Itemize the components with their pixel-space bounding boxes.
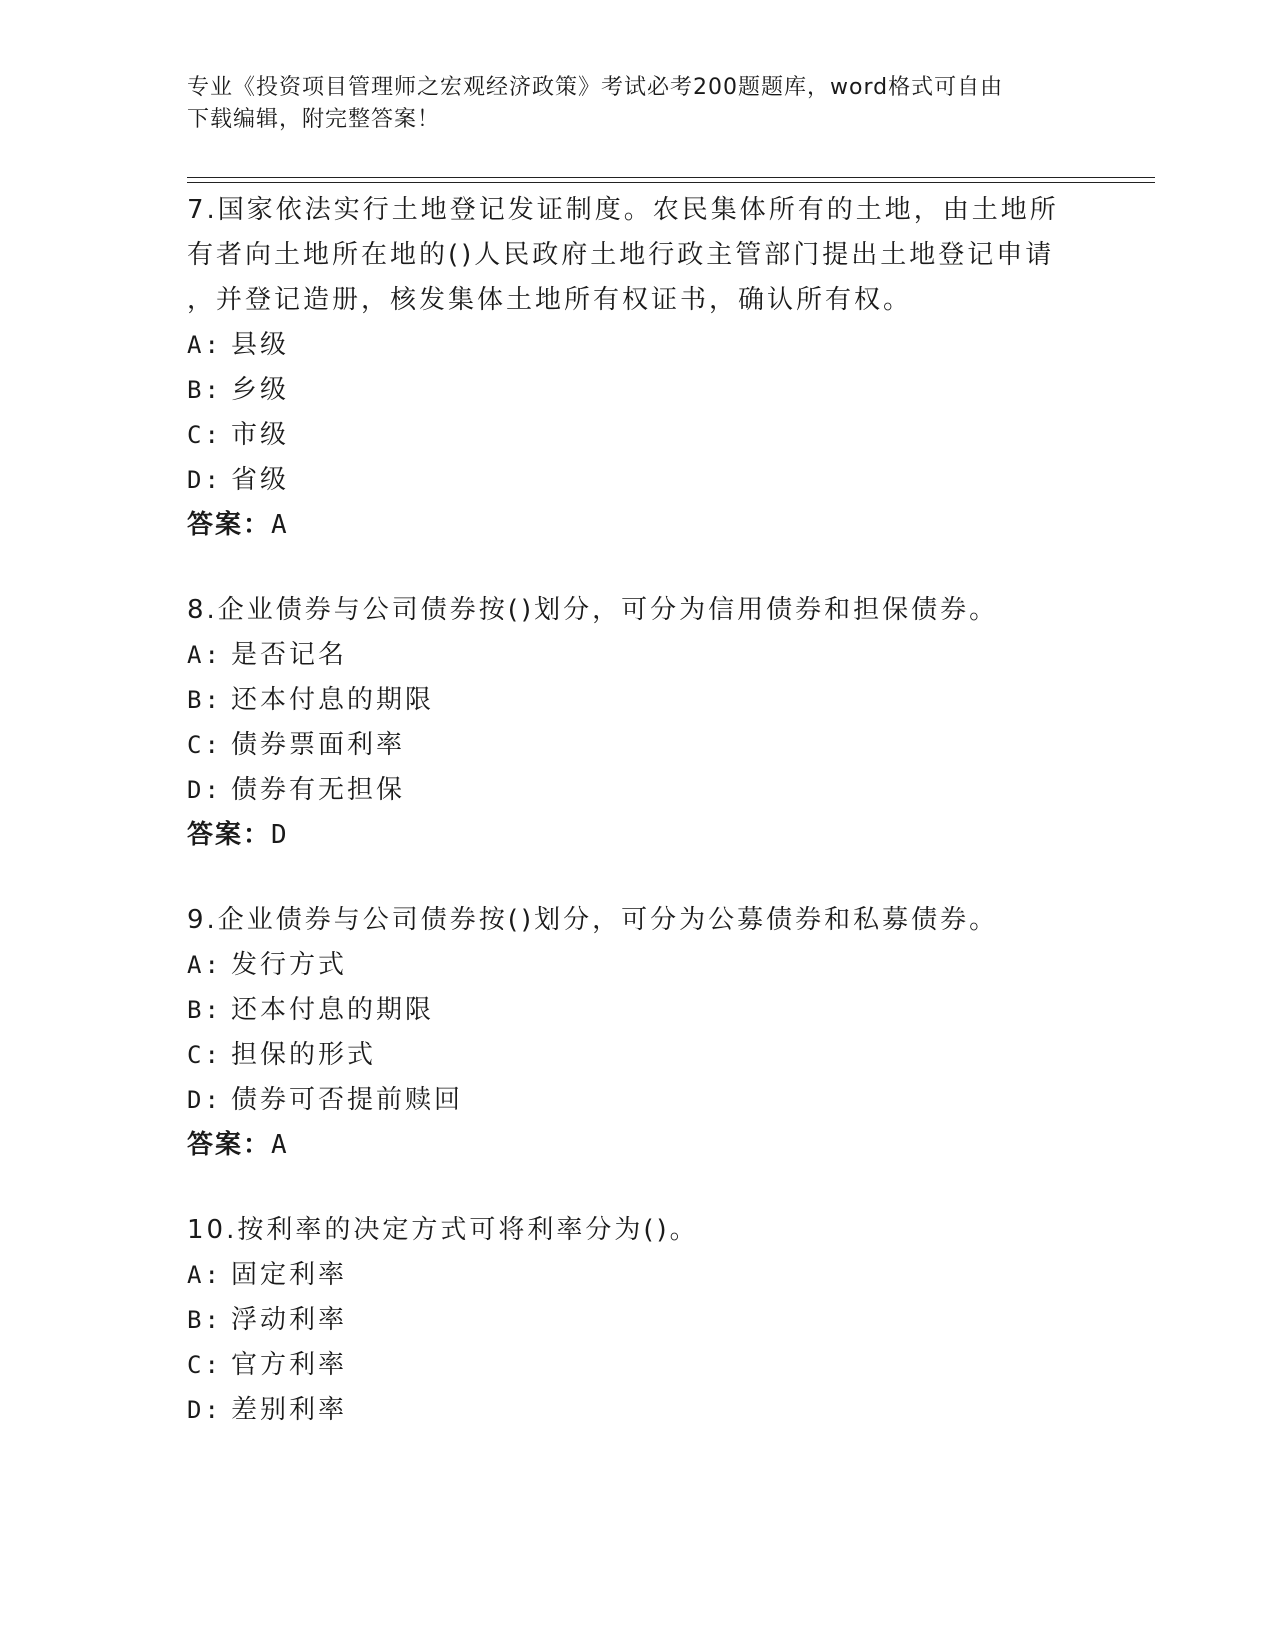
answer-label: 答案： [187,1130,272,1160]
answer-option [187,988,1087,1033]
question-stem-line: 8.企业债券与公司债券按()划分，可分为信用债券和担保债券。 [187,595,999,625]
option-key: A: [187,1261,222,1289]
answer-line [187,503,1087,548]
option-key: B: [187,996,222,1024]
answer-value: D [271,820,289,850]
option-key: D: [187,776,222,804]
answer-option [187,943,1087,988]
option-text: 发行方式 [231,950,348,980]
question-stem-line: 有者向土地所在地的()人民政府土地行政主管部门提出土地登记申请 [187,240,1055,270]
question-block [187,588,1087,858]
question-stem-line: 10.按利率的决定方式可将利率分为()。 [187,1215,699,1245]
option-text: 乡级 [231,375,290,405]
answer-option [187,1388,1087,1433]
answer-option [187,1078,1087,1123]
answer-label: 答案： [187,820,272,850]
answer-option [187,768,1087,813]
option-text: 担保的形式 [231,1040,377,1070]
option-key: D: [187,1086,222,1114]
option-key: B: [187,686,222,714]
option-key: D: [187,1396,222,1424]
option-key: A: [187,951,222,979]
option-text: 差别利率 [231,1395,348,1425]
answer-label: 答案： [187,510,272,540]
question-block [187,1208,1087,1433]
header-line-2: 下载编辑，附完整答案！ [187,107,441,132]
question-stem-line: ，并登记造册，核发集体土地所有权证书，确认所有权。 [187,285,913,315]
option-key: C: [187,1351,222,1379]
document-header [187,72,1067,136]
question-block [187,898,1087,1168]
answer-option [187,678,1087,723]
option-key: C: [187,731,222,759]
answer-option [187,723,1087,768]
option-key: D: [187,466,222,494]
question-list [187,188,1087,1473]
option-key: A: [187,641,222,669]
header-divider-top [187,177,1155,178]
option-text: 债券票面利率 [231,730,406,760]
answer-option [187,368,1087,413]
option-key: A: [187,331,222,359]
header-line-1: 专业《投资项目管理师之宏观经济政策》考试必考200题题库，word格式可自由 [187,75,1004,100]
option-key: B: [187,1306,222,1334]
answer-value: A [271,510,289,540]
option-text: 省级 [231,465,290,495]
option-text: 浮动利率 [231,1305,348,1335]
answer-option [187,458,1087,503]
option-text: 是否记名 [231,640,348,670]
option-text: 还本付息的期限 [231,685,435,715]
answer-value: A [271,1130,289,1160]
answer-option [187,1033,1087,1078]
answer-option [187,1298,1087,1343]
option-text: 县级 [231,330,290,360]
option-text: 还本付息的期限 [231,995,435,1025]
answer-option [187,413,1087,458]
question-block [187,188,1087,548]
option-key: C: [187,421,222,449]
option-text: 固定利率 [231,1260,348,1290]
answer-option [187,633,1087,678]
option-text: 官方利率 [231,1350,348,1380]
answer-option [187,1253,1087,1298]
question-stem-line: 7.国家依法实行土地登记发证制度。农民集体所有的土地，由土地所 [187,195,1059,225]
option-key: C: [187,1041,222,1069]
answer-option [187,323,1087,368]
answer-line [187,813,1087,858]
header-divider-bottom [187,182,1155,183]
answer-option [187,1343,1087,1388]
option-key: B: [187,376,222,404]
question-stem-line: 9.企业债券与公司债券按()划分，可分为公募债券和私募债券。 [187,905,999,935]
answer-line [187,1123,1087,1168]
option-text: 债券有无担保 [231,775,406,805]
option-text: 债券可否提前赎回 [231,1085,464,1115]
option-text: 市级 [231,420,290,450]
